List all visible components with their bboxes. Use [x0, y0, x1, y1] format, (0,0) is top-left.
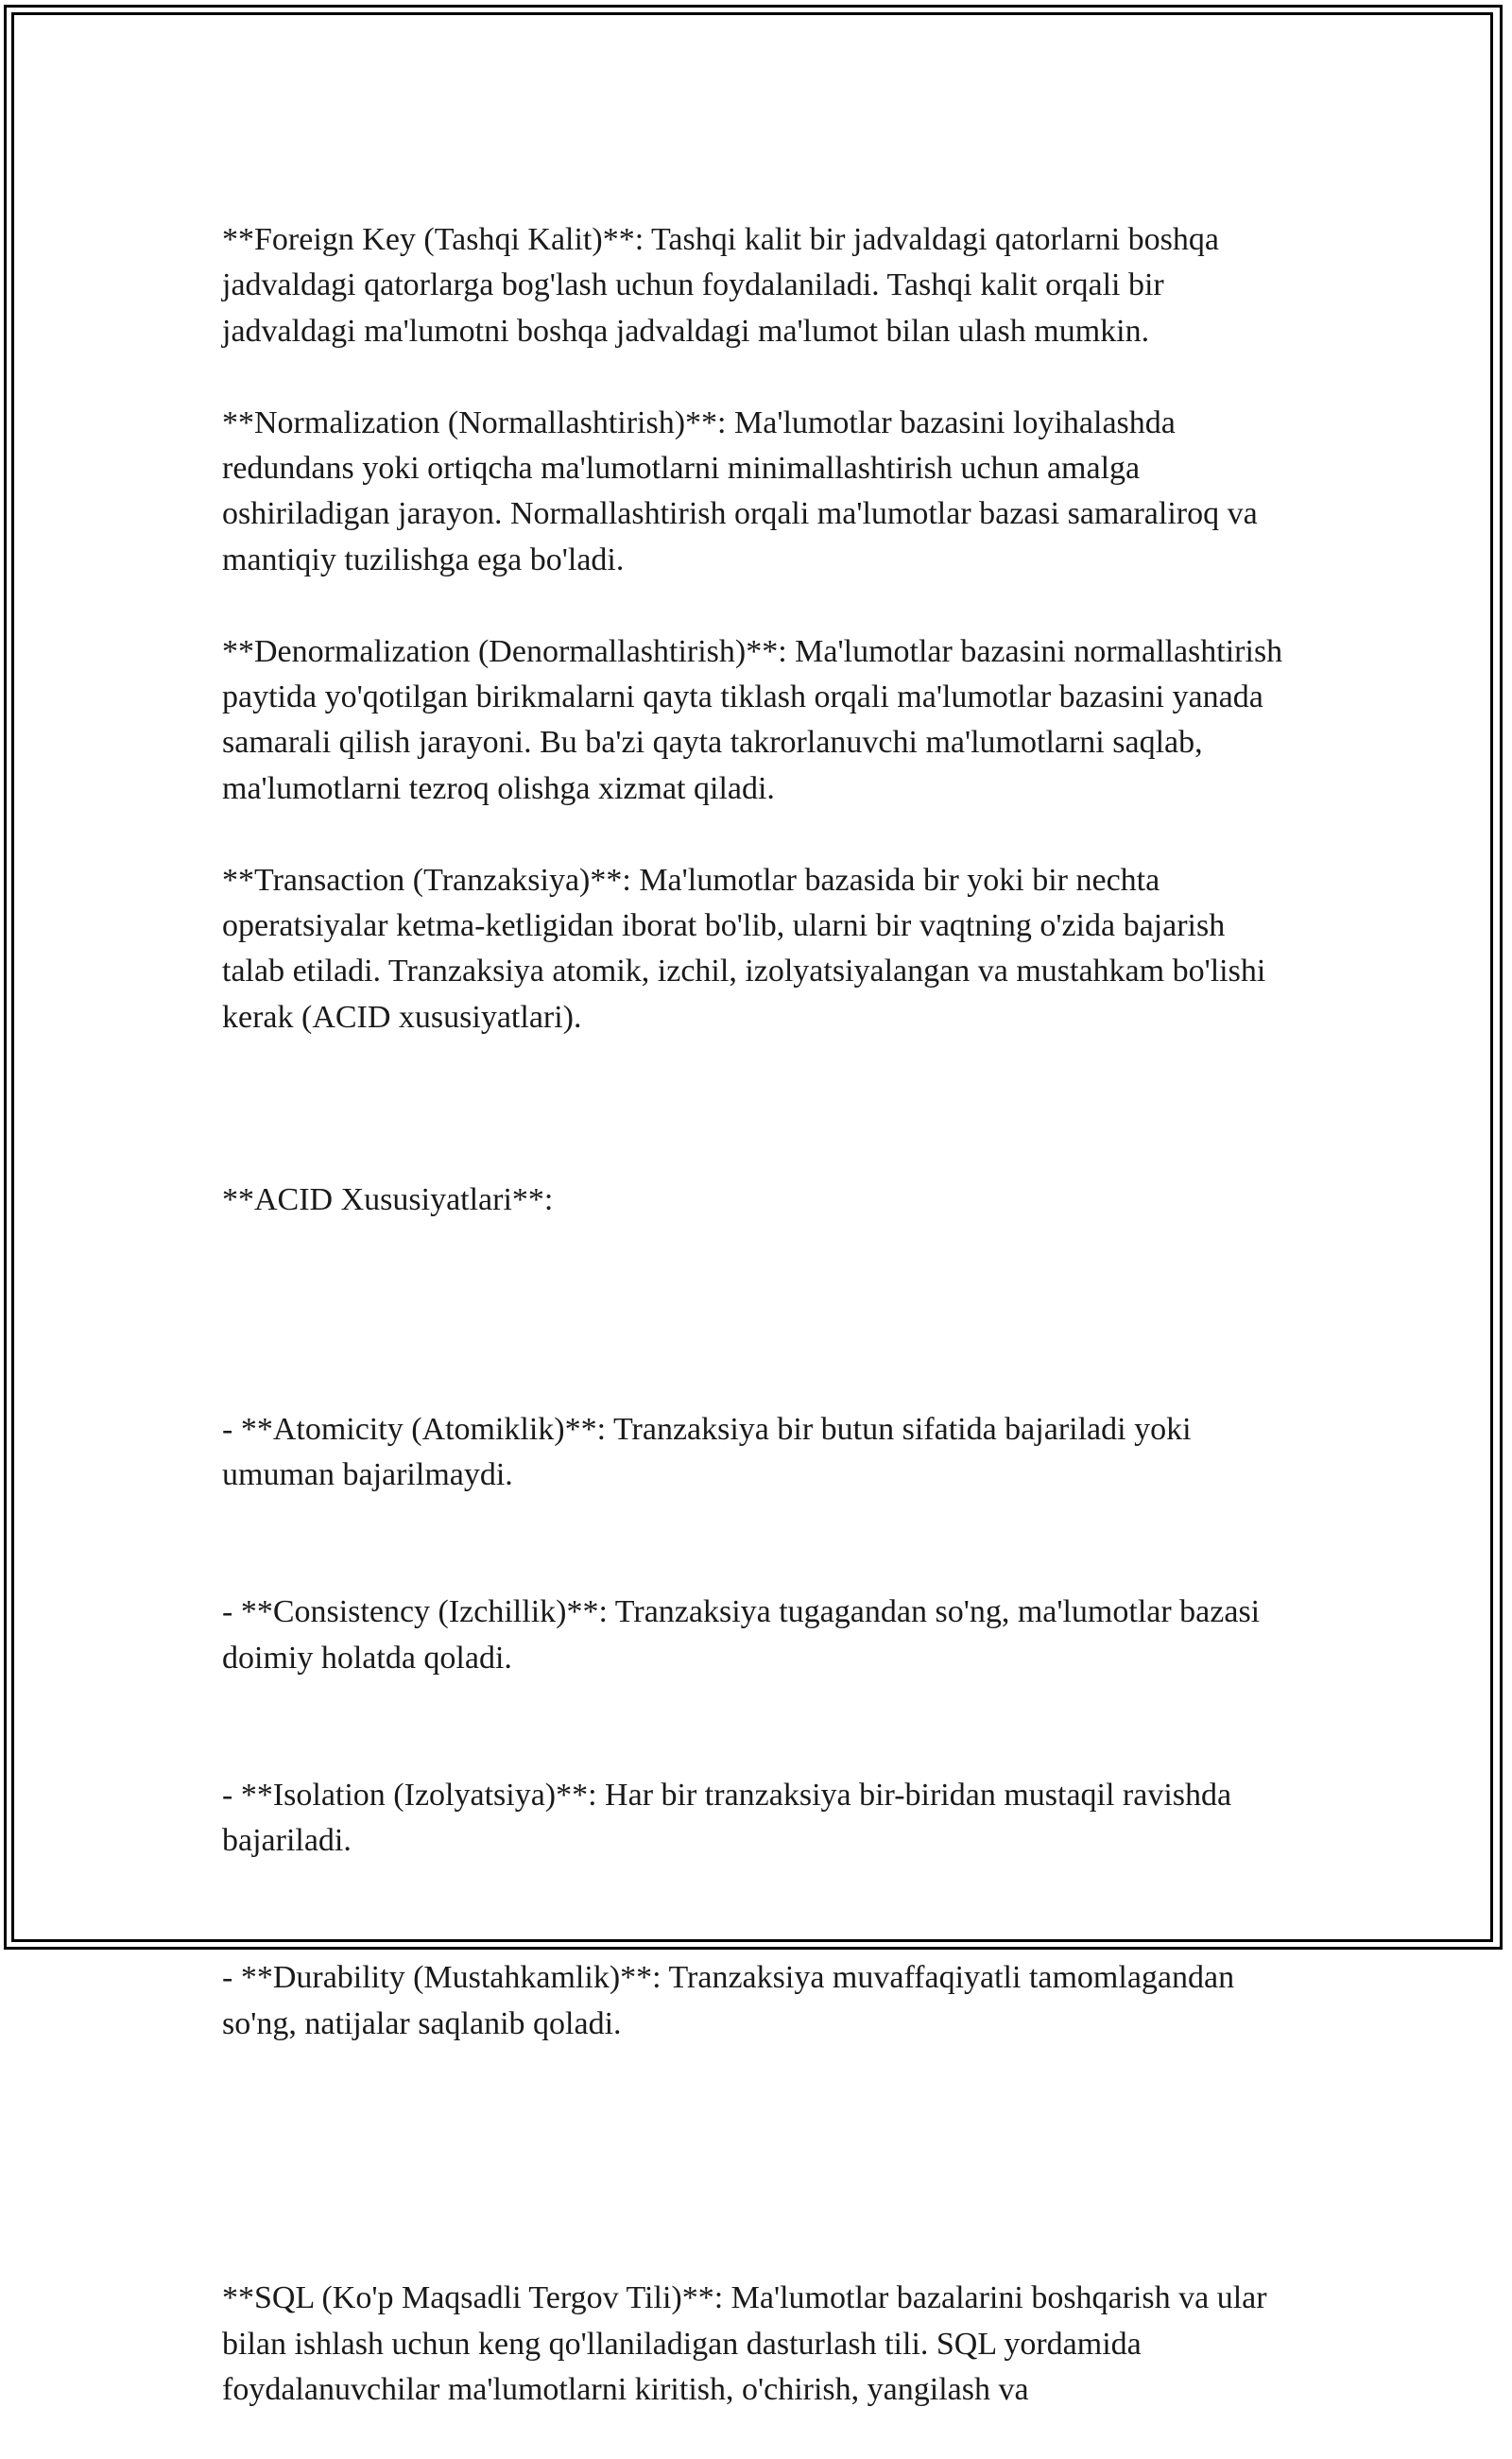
list-item-consistency: - **Consistency (Izchillik)**: Tranzaksiya tugagandan so'ng, ma'lumotlar bazasi doimiy holatda qoladi. [222, 1594, 1268, 1676]
document-body [222, 217, 1295, 2459]
paragraph-sql: **SQL (Ko'p Maqsadli Tergov Tili)**: Ma'lumotlar bazalarini boshqarish va ular bilan ishlash uchun keng qo'llaniladigan dasturlash tili. SQL yordamida foydalanuvchilar ma'lumotlarni kiritish, o'chirish, yangilash va [222, 2280, 1276, 2408]
acid-heading: **ACID Xususiyatlari**: [222, 1182, 554, 1218]
list-item-durability: - **Durability (Mustahkamlik)**: Tranzaksiya muvaffaqiyatli tamomlagandan so'ng, natijalar saqlanib qoladi. [222, 1960, 1243, 2041]
acid-list [222, 1315, 1295, 2139]
paragraph-denormalization: **Denormalization (Denormallashtirish)**: Ma'lumotlar bazasini normallashtirish paytida yo'qotilgan birikmalarni qayta tiklash orqali ma'lumotlar bazasini yanada samarali qilish jarayoni. Bu ba'zi qayta takrorlanuvchi ma'lumotlarni saqlab, ma'lumotlarni tezroq olishga xizmat qiladi. [222, 633, 1291, 806]
list-item-isolation: - **Isolation (Izolyatsiya)**: Har bir tranzaksiya bir-biridan mustaqil ravishda bajariladi. [222, 1777, 1240, 1859]
paragraph-foreign-key: **Foreign Key (Tashqi Kalit)**: Tashqi kalit bir jadvaldagi qatorlarni boshqa jadvaldagi qatorlarga bog'lash uchun foydalaniladi. Tashqi kalit orqali bir jadvaldagi ma'lumotni boshqa jadvaldagi ma'lumot bilan ulash mumkin. [222, 222, 1228, 349]
acid-section [222, 1087, 1295, 2230]
paragraph-transaction: **Transaction (Tranzaksiya)**: Ma'lumotlar bazasida bir yoki bir nechta operatsiyalar ketma-ketligidan iborat bo'lib, ularni bir vaqtning o'zida bajarish talab etiladi. Tranzaksiya atomik, izchil, izolyatsiyalangan va mustahkam bo'lishi kerak (ACID xususiyatlari). [222, 862, 1274, 1035]
paragraph-normalization: **Normalization (Normallashtirish)**: Ma'lumotlar bazasini loyihalashda redundans yoki ortiqcha ma'lumotlarni minimallashtirish uchun amalga oshiriladigan jarayon. Normallashtirish orqali ma'lumotlar bazasi samaraliroq va mantiqiy tuzilishga ega bo'ladi. [222, 404, 1266, 577]
list-item-atomicity: - **Atomicity (Atomiklik)**: Tranzaksiya bir butun sifatida bajariladi yoki umuman bajarilmaydi. [222, 1411, 1200, 1492]
